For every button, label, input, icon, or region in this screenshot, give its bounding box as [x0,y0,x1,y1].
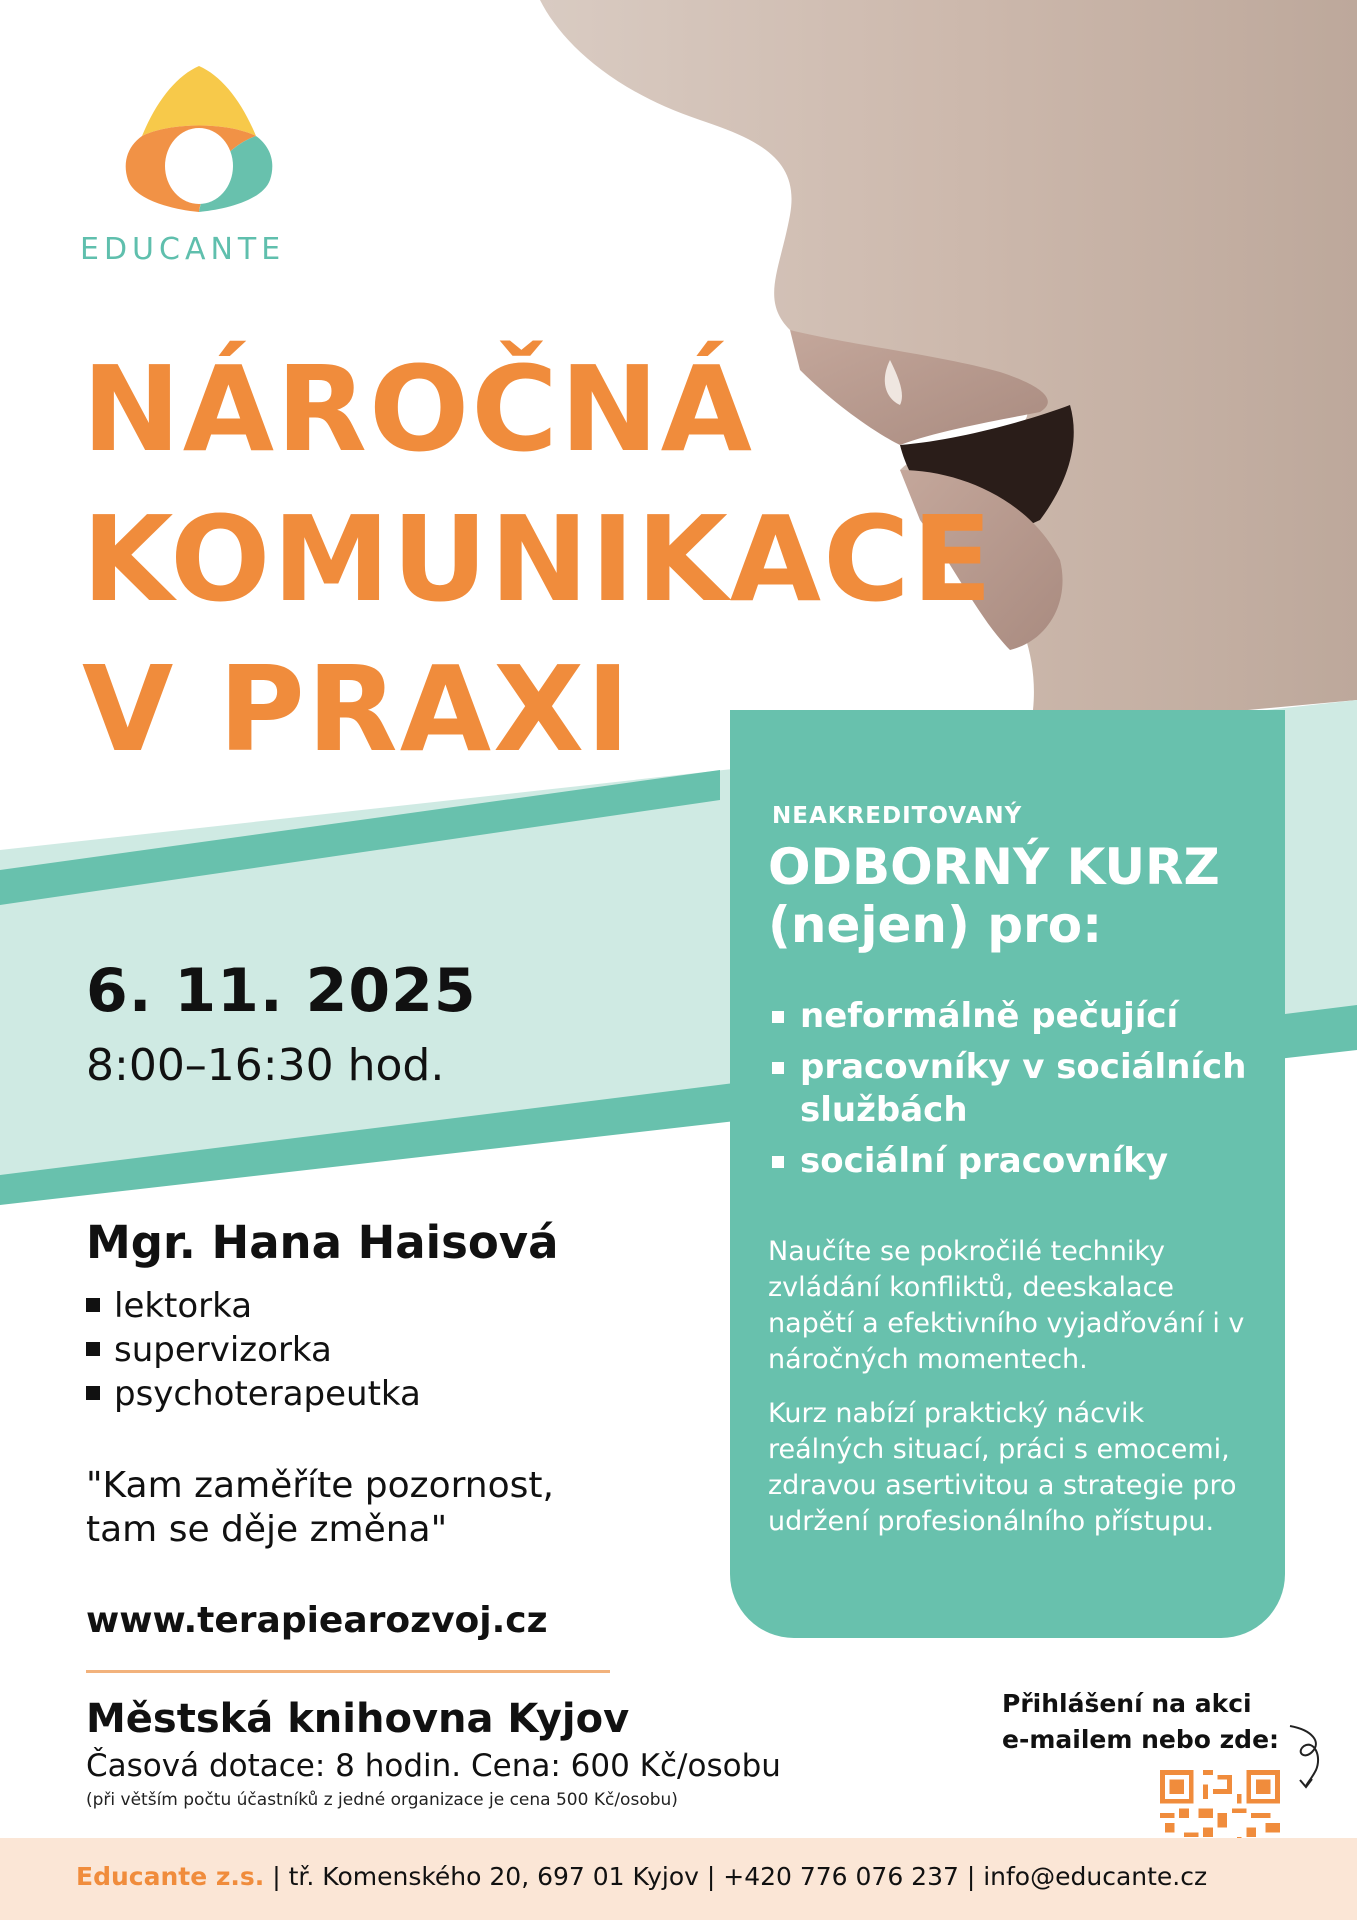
role-label: psychoterapeutka [114,1374,421,1414]
audience-label: sociální pracovníky [800,1141,1169,1181]
bullet-icon [772,1156,784,1168]
audience-label: pracovníky v sociálních službách [800,1047,1247,1130]
registration-line-2: e-mailem nebo zde: [1002,1725,1280,1754]
event-date: 6. 11. 2025 [86,956,477,1026]
course-kicker: NEAKREDITOVANÝ [772,803,1023,829]
price-note: (při větším počtu účastníků z jedné organizace je cena 500 Kč/osobu) [86,1790,678,1810]
course-title-line-1: ODBORNÝ KURZ [768,838,1220,896]
role-item [86,1372,421,1416]
registration-text [1002,1686,1279,1758]
lecturer-quote: "Kam zaměříte pozornost, tam se děje změna" [86,1465,554,1550]
role-label: supervizorka [114,1330,332,1370]
audience-item [770,1140,1270,1183]
bullet-icon [772,1062,784,1074]
curly-arrow-icon [1282,1722,1332,1792]
course-title-line-2: (nejen) pro: [768,896,1103,954]
logo-text: EDUCANTE [80,232,286,267]
lecturer-name: Mgr. Hana Haisová [86,1216,559,1269]
bullet-icon [772,1011,784,1023]
educante-logo-icon [118,62,280,220]
bullet-icon [86,1298,100,1312]
venue-name: Městská knihovna Kyjov [86,1696,630,1742]
lecturer-roles [86,1284,421,1416]
audience-item [770,995,1270,1038]
venue-details: Časová dotace: 8 hodin. Cena: 600 Kč/osobu [86,1748,781,1784]
divider [86,1670,610,1673]
bullet-icon [86,1386,100,1400]
headline-line-2: KOMUNIKACE [82,490,995,628]
role-item [86,1284,421,1328]
audience-label: neformálně pečující [800,996,1179,1036]
footer-address: | tř. Komenského 20, 697 01 Kyjov | +420 776 076 237 | info@educante.cz [264,1862,1208,1891]
footer-contact [76,1862,1207,1891]
role-label: lektorka [114,1286,253,1326]
audience-item [770,1046,1270,1132]
course-description-1: Naučíte se pokročilé techniky zvládání konfliktů, deeskalace napětí a efektivního vyjadřování i v náročných momentech. [768,1236,1245,1375]
website-link[interactable]: www.terapiearozvoj.cz [86,1600,548,1641]
headline-line-1: NÁROČNÁ [82,340,754,478]
course-description-2: Kurz nabízí praktický nácvik reálných situací, práci s emocemi, zdravou asertivitou a strategie pro udržení profesionálního přístupu. [768,1398,1237,1537]
role-item [86,1328,421,1372]
event-time: 8:00–16:30 hod. [86,1040,445,1091]
headline-line-3: V PRAXI [82,640,632,778]
registration-line-1: Přihlášení na akci [1002,1689,1252,1718]
course-title [768,838,1220,954]
footer-brand: Educante z.s. [76,1862,265,1891]
audience-list [770,995,1270,1191]
bullet-icon [86,1342,100,1356]
